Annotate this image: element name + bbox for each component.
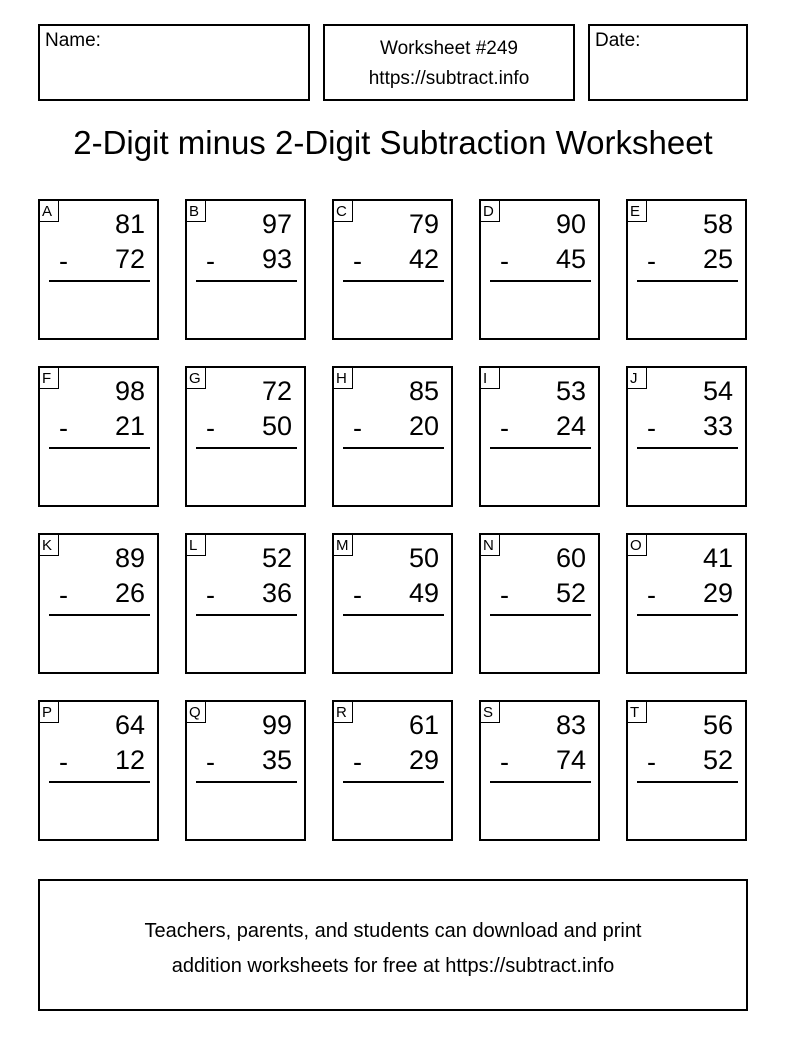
date-field-box[interactable]	[588, 24, 748, 101]
problem-card[interactable]	[38, 199, 159, 340]
minuend: 79	[408, 209, 439, 239]
answer-line	[490, 781, 591, 783]
problem-letter: F	[40, 368, 59, 389]
minus-sign: -	[647, 747, 656, 777]
problem-letter: N	[481, 535, 500, 556]
minus-sign: -	[500, 413, 509, 443]
subtrahend: 29	[408, 745, 439, 775]
subtrahend: 52	[702, 745, 733, 775]
answer-line	[637, 781, 738, 783]
problem-letter: C	[334, 201, 353, 222]
minuend: 52	[261, 543, 292, 573]
minus-sign: -	[647, 580, 656, 610]
subtrahend: 20	[408, 411, 439, 441]
subtrahend: 25	[702, 244, 733, 274]
problem-letter: M	[334, 535, 353, 556]
problem-card[interactable]	[479, 199, 600, 340]
minuend: 97	[261, 209, 292, 239]
problem-letter: P	[40, 702, 59, 723]
answer-line	[49, 614, 150, 616]
answer-line	[343, 614, 444, 616]
subtrahend: 74	[555, 745, 586, 775]
problem-card[interactable]	[185, 533, 306, 674]
answer-line	[343, 280, 444, 282]
minuend: 61	[408, 710, 439, 740]
problem-letter: R	[334, 702, 353, 723]
answer-line	[637, 614, 738, 616]
minus-sign: -	[59, 246, 68, 276]
minuend: 98	[114, 376, 145, 406]
minuend: 41	[702, 543, 733, 573]
problem-card[interactable]	[332, 366, 453, 507]
answer-line	[196, 447, 297, 449]
answer-line	[49, 781, 150, 783]
minus-sign: -	[353, 413, 362, 443]
subtrahend: 12	[114, 745, 145, 775]
problem-card[interactable]	[332, 700, 453, 841]
problem-card[interactable]	[332, 199, 453, 340]
problem-letter: O	[628, 535, 647, 556]
minus-sign: -	[353, 246, 362, 276]
problem-letter: J	[628, 368, 647, 389]
subtrahend: 24	[555, 411, 586, 441]
minus-sign: -	[647, 246, 656, 276]
minuend: 50	[408, 543, 439, 573]
problem-letter: D	[481, 201, 500, 222]
answer-line	[196, 280, 297, 282]
problem-card[interactable]	[332, 533, 453, 674]
name-label: Name:	[45, 30, 101, 51]
answer-line	[490, 280, 591, 282]
subtrahend: 72	[114, 244, 145, 274]
minuend: 53	[555, 376, 586, 406]
answer-line	[49, 447, 150, 449]
problem-letter: L	[187, 535, 206, 556]
worksheet-info-box	[323, 24, 575, 101]
problem-letter: A	[40, 201, 59, 222]
worksheet-number: Worksheet #249	[379, 38, 518, 59]
minuend: 90	[555, 209, 586, 239]
answer-line	[49, 280, 150, 282]
minuend: 89	[114, 543, 145, 573]
subtrahend: 45	[555, 244, 586, 274]
problem-card[interactable]	[479, 533, 600, 674]
minus-sign: -	[647, 413, 656, 443]
problem-card[interactable]	[185, 199, 306, 340]
minuend: 56	[702, 710, 733, 740]
subtrahend: 33	[702, 411, 733, 441]
answer-line	[343, 781, 444, 783]
minus-sign: -	[500, 246, 509, 276]
minuend: 60	[555, 543, 586, 573]
minuend: 58	[702, 209, 733, 239]
problem-letter: I	[481, 368, 500, 389]
minuend: 64	[114, 710, 145, 740]
problem-card[interactable]	[38, 366, 159, 507]
answer-line	[343, 447, 444, 449]
problem-card[interactable]	[185, 700, 306, 841]
answer-line	[637, 280, 738, 282]
problem-letter: K	[40, 535, 59, 556]
problem-card[interactable]	[38, 533, 159, 674]
subtrahend: 49	[408, 578, 439, 608]
minuend: 54	[702, 376, 733, 406]
problem-card[interactable]	[626, 199, 747, 340]
answer-line	[490, 447, 591, 449]
footer-box	[38, 879, 748, 1011]
problem-letter: S	[481, 702, 500, 723]
subtrahend: 21	[114, 411, 145, 441]
minus-sign: -	[59, 413, 68, 443]
footer-line-1: Teachers, parents, and students can download and print	[144, 920, 642, 942]
subtrahend: 29	[702, 578, 733, 608]
problem-letter: H	[334, 368, 353, 389]
subtrahend: 52	[555, 578, 586, 608]
footer-line-2: addition worksheets for free at https://subtract.info	[171, 955, 615, 977]
name-field-box[interactable]	[38, 24, 310, 101]
problem-card[interactable]	[479, 700, 600, 841]
minus-sign: -	[206, 747, 215, 777]
subtrahend: 36	[261, 578, 292, 608]
problem-card[interactable]	[626, 533, 747, 674]
problem-letter: T	[628, 702, 647, 723]
minus-sign: -	[206, 413, 215, 443]
problem-card[interactable]	[626, 700, 747, 841]
answer-line	[196, 781, 297, 783]
subtrahend: 42	[408, 244, 439, 274]
worksheet-url: https://subtract.info	[368, 68, 530, 89]
minuend: 72	[261, 376, 292, 406]
minus-sign: -	[353, 580, 362, 610]
date-label: Date:	[595, 30, 641, 51]
minus-sign: -	[59, 580, 68, 610]
minus-sign: -	[500, 747, 509, 777]
subtrahend: 93	[261, 244, 292, 274]
minus-sign: -	[500, 580, 509, 610]
minus-sign: -	[353, 747, 362, 777]
answer-line	[637, 447, 738, 449]
minus-sign: -	[206, 580, 215, 610]
minus-sign: -	[206, 246, 215, 276]
problem-letter: E	[628, 201, 647, 222]
minuend: 81	[114, 209, 145, 239]
problem-card[interactable]	[185, 366, 306, 507]
problem-letter: G	[187, 368, 206, 389]
problem-card[interactable]	[479, 366, 600, 507]
problem-card[interactable]	[38, 700, 159, 841]
minuend: 85	[408, 376, 439, 406]
answer-line	[196, 614, 297, 616]
subtrahend: 26	[114, 578, 145, 608]
problem-letter: Q	[187, 702, 206, 723]
minuend: 83	[555, 710, 586, 740]
problem-card[interactable]	[626, 366, 747, 507]
subtrahend: 35	[261, 745, 292, 775]
minus-sign: -	[59, 747, 68, 777]
page-title: 2-Digit minus 2-Digit Subtraction Worksheet	[73, 124, 713, 161]
problem-letter: B	[187, 201, 206, 222]
subtrahend: 50	[261, 411, 292, 441]
minuend: 99	[261, 710, 292, 740]
answer-line	[490, 614, 591, 616]
